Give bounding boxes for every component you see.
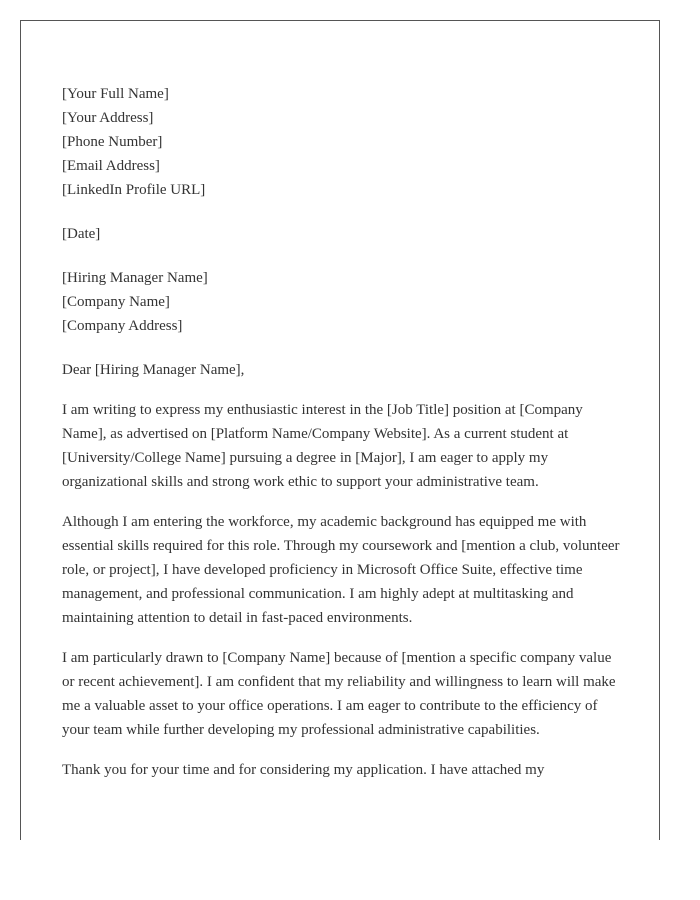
- sender-linkedin: [LinkedIn Profile URL]: [62, 182, 206, 198]
- body-paragraph-3: I am particularly drawn to [Company Name] because of [mention a specific company value or recent achievement]. I am confident that my reliability and willingness to learn will make me a valuable asset to your office operations. I am eager to contribute to the efficiency of your team while further developing my professional administrative capabilities.: [62, 650, 616, 738]
- sender-phone: [Phone Number]: [62, 134, 163, 150]
- salutation: Dear [Hiring Manager Name],: [62, 362, 245, 378]
- body-paragraph-1: I am writing to express my enthusiastic interest in the [Job Title] position at [Company Name], as advertised on [Platform Name/Company Website]. As a current student at [University/College Name] pursuing a degree in [Major], I am eager to apply my organizational skills and strong work ethic to support your administrative team.: [62, 402, 583, 490]
- sender-info: [62, 82, 627, 202]
- letter-page: [20, 20, 660, 840]
- sender-email: [Email Address]: [62, 158, 160, 174]
- sender-address: [Your Address]: [62, 110, 154, 126]
- body-paragraph-2: Although I am entering the workforce, my academic background has equipped me with essential skills required for this role. Through my coursework and [mention a club, volunteer role, or project], I have developed proficiency in Microsoft Office Suite, effective time management, and professional communication. I am highly adept at multitasking and maintaining attention to detail in fast-paced environments.: [62, 514, 620, 626]
- recipient-company: [Company Name]: [62, 294, 170, 310]
- letter-date: [62, 222, 627, 246]
- date-text: [Date]: [62, 226, 101, 242]
- body-paragraph-4: Thank you for your time and for considering my application. I have attached my: [62, 762, 545, 778]
- sender-name: [Your Full Name]: [62, 86, 169, 102]
- recipient-name: [Hiring Manager Name]: [62, 270, 208, 286]
- recipient-info: [62, 266, 627, 338]
- recipient-address: [Company Address]: [62, 318, 183, 334]
- letter-content: [62, 82, 627, 798]
